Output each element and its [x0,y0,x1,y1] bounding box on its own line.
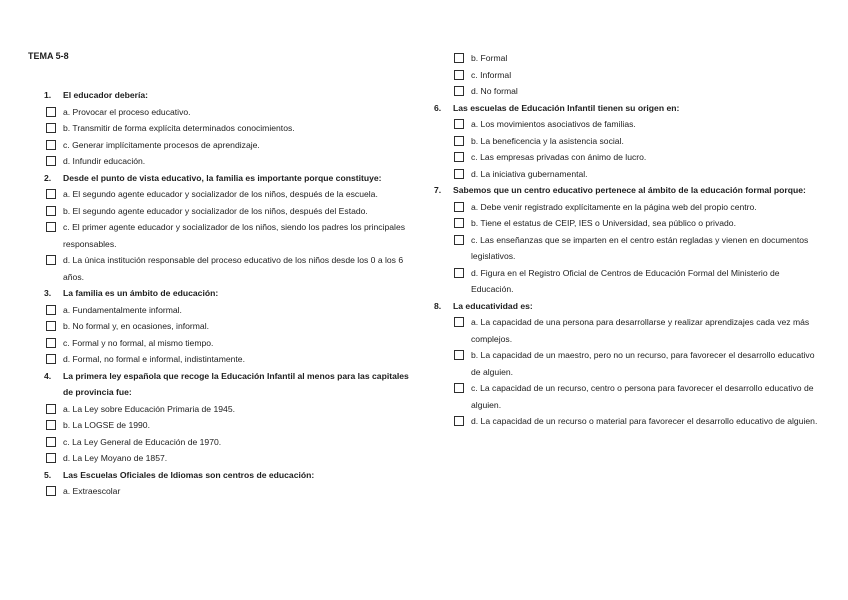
checkbox[interactable] [46,123,56,133]
question-item [44,467,416,484]
option-text: c. Las enseñanzas que se imparten en el centro están regladas y vienen en documentos legislativos. [471,234,809,261]
question-item [434,182,824,199]
option-text: a. Extraescolar [63,486,121,496]
option-text: d. La capacidad de un recurso o material para favorecer el desarrollo educativo de alguien. [471,416,818,426]
question-number: 8. [434,300,442,311]
checkbox[interactable] [454,268,464,278]
answer-option[interactable] [454,232,824,265]
checkbox[interactable] [454,70,464,80]
answer-option[interactable] [46,351,416,368]
option-text: b. Formal [471,53,508,63]
answer-option[interactable] [46,104,416,121]
answer-option[interactable] [46,302,416,319]
checkbox[interactable] [46,107,56,117]
checkbox[interactable] [46,453,56,463]
option-text: a. La capacidad de una persona para desarrollarse y realizar aprendizajes cada vez más complejos. [471,317,810,344]
right-column [434,50,824,430]
checkbox[interactable] [454,218,464,228]
checkbox[interactable] [454,86,464,96]
option-text: b. La LOGSE de 1990. [63,420,150,430]
checkbox[interactable] [454,53,464,63]
checkbox[interactable] [46,338,56,348]
checkbox[interactable] [454,136,464,146]
checkbox[interactable] [46,222,56,232]
option-text: d. Infundir educación. [63,156,146,166]
question-number: 1. [44,90,52,100]
question-text: El educador debería: [63,90,149,100]
checkbox[interactable] [46,354,56,364]
option-text: d. La Ley Moyano de 1857. [63,453,168,463]
option-text: b. No formal y, en ocasiones, informal. [63,321,209,331]
answer-option[interactable] [46,434,416,451]
question-number: 3. [44,288,52,298]
option-text: c. Generar implícitamente procesos de aprendizaje. [63,139,260,150]
question-text: La familia es un ámbito de educación: [63,288,219,298]
question-text: La educatividad es: [453,300,533,311]
answer-option[interactable] [454,67,824,84]
checkbox[interactable] [46,206,56,216]
question-text: Las escuelas de Educación Infantil tienen su origen en: [453,102,680,113]
checkbox[interactable] [46,140,56,150]
question-item [434,100,824,117]
option-text: a. Debe venir registrado explícitamente en la página web del propio centro. [471,201,757,212]
checkbox[interactable] [46,305,56,315]
option-text: d. La única institución responsable del proceso educativo de los niños desde los 0 a los 6 años. [63,255,404,282]
option-text: a. Provocar el proceso educativo. [63,106,191,117]
option-text: b. La capacidad de un maestro, pero no un recurso, para favorecer el desarrollo educativo de alguien. [471,350,815,377]
option-text: d. Formal, no formal e informal, indistintamente. [63,354,245,364]
option-text: d. No formal [471,86,518,96]
option-text: d. La iniciativa gubernamental. [471,168,588,179]
answer-option[interactable] [46,219,416,252]
checkbox[interactable] [46,404,56,414]
option-text: b. Transmitir de forma explícita determinados conocimientos. [63,123,295,133]
checkbox[interactable] [46,437,56,447]
answer-option[interactable] [46,318,416,335]
answer-option[interactable] [454,380,824,413]
answer-option[interactable] [46,252,416,285]
answer-option[interactable] [46,450,416,467]
checkbox[interactable] [46,321,56,331]
question-number: 6. [434,102,442,113]
checkbox[interactable] [454,235,464,245]
answer-option[interactable] [454,116,824,133]
answer-option[interactable] [46,401,416,418]
answer-option[interactable] [454,149,824,166]
option-text: a. El segundo agente educador y socializador de los niños, después de la escuela. [63,189,378,199]
option-text: c. Formal y no formal, al mismo tiempo. [63,337,214,348]
answer-option[interactable] [46,120,416,137]
answer-option[interactable] [454,347,824,380]
answer-option[interactable] [46,186,416,203]
answer-option[interactable] [46,483,416,500]
left-column [44,87,416,500]
answer-option[interactable] [46,153,416,170]
checkbox[interactable] [454,350,464,360]
question-item [44,170,416,187]
answer-option[interactable] [454,166,824,183]
answer-option[interactable] [454,265,824,298]
question-text: Las Escuelas Oficiales de Idiomas son centros de educación: [63,469,315,480]
answer-option[interactable] [46,335,416,352]
option-text: c. Informal [471,69,512,80]
answer-option[interactable] [454,133,824,150]
checkbox[interactable] [46,255,56,265]
option-text: c. La capacidad de un recurso, centro o persona para favorecer el desarrollo educativo de alguien. [471,383,814,410]
question-number: 2. [44,172,52,183]
question-item [44,368,416,401]
question-item [44,87,416,104]
question-text: Desde el punto de vista educativo, la familia es importante porque constituye: [63,172,382,183]
option-text: a. La Ley sobre Educación Primaria de 1945. [63,403,235,414]
option-text: c. Las empresas privadas con ánimo de lucro. [471,152,647,162]
answer-option[interactable] [454,50,824,67]
question-item [44,285,416,302]
answer-option[interactable] [46,417,416,434]
answer-option[interactable] [454,413,824,430]
option-text: a. Fundamentalmente informal. [63,304,182,315]
option-text: b. Tiene el estatus de CEIP, IES o Universidad, sea público o privado. [471,218,736,228]
checkbox[interactable] [454,152,464,162]
checkbox[interactable] [454,169,464,179]
option-text: b. La beneficencia y la asistencia social. [471,135,624,146]
answer-option[interactable] [454,83,824,100]
checkbox[interactable] [46,486,56,496]
option-text: d. Figura en el Registro Oficial de Centros de Educación Formal del Ministerio de Educación. [471,267,780,294]
answer-option[interactable] [454,199,824,216]
checkbox[interactable] [46,156,56,166]
question-number: 5. [44,469,52,480]
checkbox[interactable] [454,416,464,426]
question-text: Sabemos que un centro educativo pertenece al ámbito de la educación formal porque: [453,185,806,195]
question-text: La primera ley española que recoge la Educación Infantil al menos para las capitales de provincia fue: [63,370,409,397]
option-text: a. Los movimientos asociativos de familias. [471,119,636,129]
answer-option[interactable] [46,203,416,220]
answer-option[interactable] [46,137,416,154]
checkbox[interactable] [46,420,56,430]
option-text: c. La Ley General de Educación de 1970. [63,436,222,447]
option-text: c. El primer agente educador y socializador de los niños, siendo los padres los principales responsables. [63,222,406,249]
checkbox[interactable] [454,119,464,129]
option-text: b. El segundo agente educador y socializador de los niños, después del Estado. [63,205,368,216]
checkbox[interactable] [454,383,464,393]
answer-option[interactable] [454,215,824,232]
question-number: 4. [44,370,52,381]
answer-option[interactable] [454,314,824,347]
page-title: TEMA 5-8 [28,51,69,61]
checkbox[interactable] [454,317,464,327]
question-item [434,298,824,315]
checkbox[interactable] [454,202,464,212]
question-number: 7. [434,185,442,195]
checkbox[interactable] [46,189,56,199]
